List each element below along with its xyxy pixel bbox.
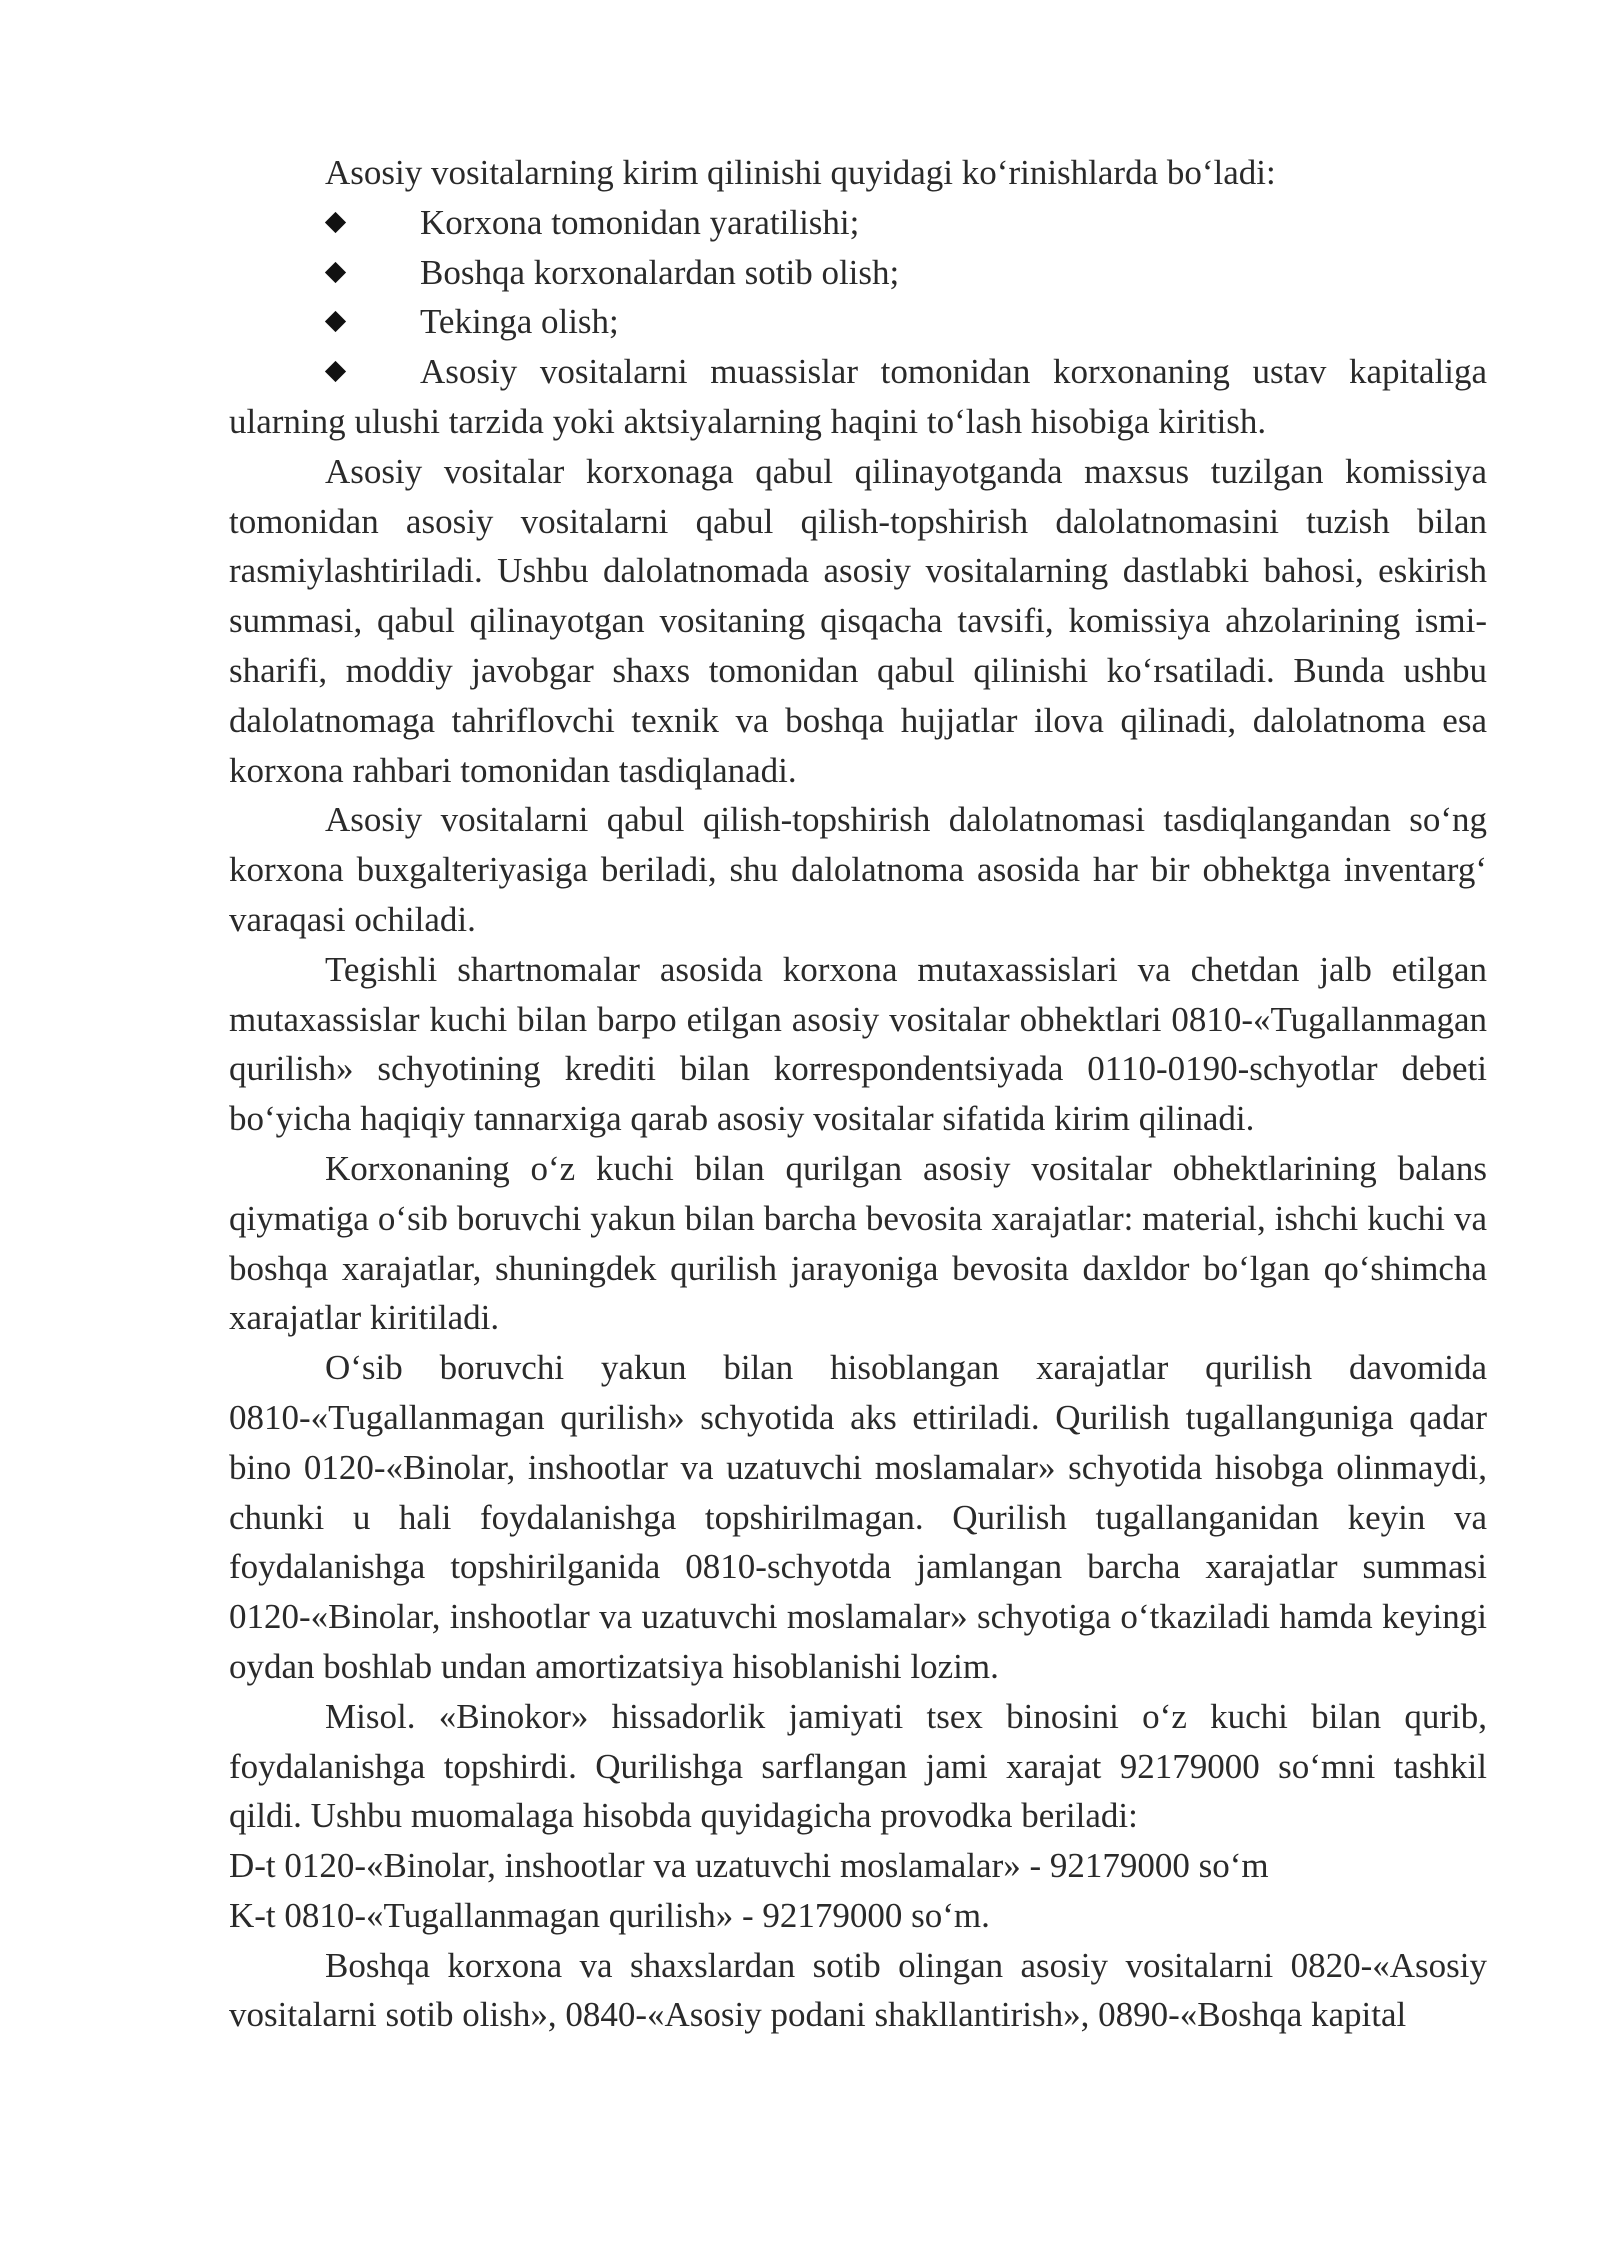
debit-entry: D-t 0120-«Binolar, inshootlar va uzatuvchi moslamalar» - 92179000 so‘m — [229, 1846, 1269, 1886]
bullet-item — [229, 248, 1487, 298]
diamond-bullet-icon — [325, 261, 346, 282]
diamond-bullet-icon — [325, 212, 346, 233]
body-paragraph: Korxonaning o‘z kuchi bilan qurilgan asosiy vositalar obhektlarining balans qiymatiga o‘sib boruvchi yakun bilan barcha bevosita xarajatlar: material, ishchi kuchi va boshqa xarajatlar, shuningdek qurilish jarayoniga bevosita daxldor bo‘lgan qo‘shimcha xarajatlar kiritiladi. — [229, 1148, 1487, 1338]
bullet-text: Korxona tomonidan yaratilishi; — [420, 202, 860, 242]
body-paragraph: Asosiy vositalarni qabul qilish-topshirish dalolatnomasi tasdiqlangandan so‘ng korxona buxgalteriyasiga beriladi, shu dalolatnoma asosida har bir obhektga inventarg‘ varaqasi ochiladi. — [229, 800, 1487, 939]
bullet-text: Asosiy vositalarni muassislar tomonidan korxonaning ustav kapitaliga ularning ulushi tarzida yoki aktsiyalarning haqini to‘lash hisobiga kiritish. — [229, 352, 1487, 441]
intro-paragraph: Asosiy vositalarning kirim qilinishi quyidagi ko‘rinishlarda bo‘ladi: — [325, 153, 1276, 192]
body-paragraph: Asosiy vositalar korxonaga qabul qilinayotganda maxsus tuzilgan komissiya tomonidan asosiy vositalarni qabul qilish-topshirish dalolatnomasini tuzish bilan rasmiylashtiriladi. Ushbu dalolatnomada asosiy vositalarning dastlabki bahosi, eskirish summasi, qabul qilinayotgan vositaning qisqacha tavsifi, komissiya ahzolarining ismi-sharifi, moddiy javobgar shaxs tomonidan qabul qilinishi ko‘rsatiladi. Bunda ushbu dalolatnomaga tahriflovchi texnik va boshqa hujjatlar ilova qilinadi, dalolatnoma esa korxona rahbari tomonidan tasdiqlanadi. — [229, 451, 1487, 790]
body-paragraph: Tegishli shartnomalar asosida korxona mutaxassislari va chetdan jalb etilgan mutaxassislar kuchi bilan barpo etilgan asosiy vositalar obhektlari 0810-«Tugallanmagan qurilish» schyotining krediti bilan korrespondentsiyada 0110-0190-schyotlar debeti bo‘yicha haqiqiy tannarxiga qarab asosiy vositalar sifatida kirim qilinadi. — [229, 949, 1487, 1139]
final-paragraph: Boshqa korxona va shaxslardan sotib olingan asosiy vositalarni 0820-«Asosiy vositalarni sotib olish», 0840-«Asosiy podani shakllantirish», 0890-«Boshqa kapital — [229, 1945, 1487, 2035]
bullet-text: Tekinga olish; — [420, 302, 619, 342]
bullet-item — [229, 347, 1487, 447]
example-paragraph: Misol. «Binokor» hissadorlik jamiyati tsex binosini o‘z kuchi bilan qurib, foydalanishga topshirdi. Qurilishga sarflangan jami xarajat 92179000 so‘mni tashkil qildi. Ushbu muomalaga hisobda quyidagicha provodka beriladi: — [229, 1696, 1487, 1836]
document-page — [229, 148, 1487, 2040]
bullet-text: Boshqa korxonalardan sotib olish; — [420, 252, 900, 292]
bullet-item — [229, 198, 1487, 248]
diamond-bullet-icon — [325, 361, 346, 382]
body-paragraph: O‘sib boruvchi yakun bilan hisoblangan xarajatlar qurilish davomida 0810-«Tugallanmagan qurilish» schyotida aks ettiriladi. Qurilish tugallanguniga qadar bino 0120-«Binolar, inshootlar va uzatuvchi moslamalar» schyotida hisobga olinmaydi, chunki u hali foydalanishga topshirilmagan. Qurilish tugallanganidan keyin va foydalanishga topshirilganida 0810-schyotda jamlangan barcha xarajatlar summasi 0120-«Binolar, inshootlar va uzatuvchi moslamalar» schyotiga o‘tkaziladi hamda keyingi oydan boshlab undan amortizatsiya hisoblanishi lozim. — [229, 1348, 1487, 1686]
diamond-bullet-icon — [325, 311, 346, 332]
bullet-item — [229, 297, 1487, 347]
credit-entry: K-t 0810-«Tugallanmagan qurilish» - 92179000 so‘m. — [229, 1895, 990, 1935]
